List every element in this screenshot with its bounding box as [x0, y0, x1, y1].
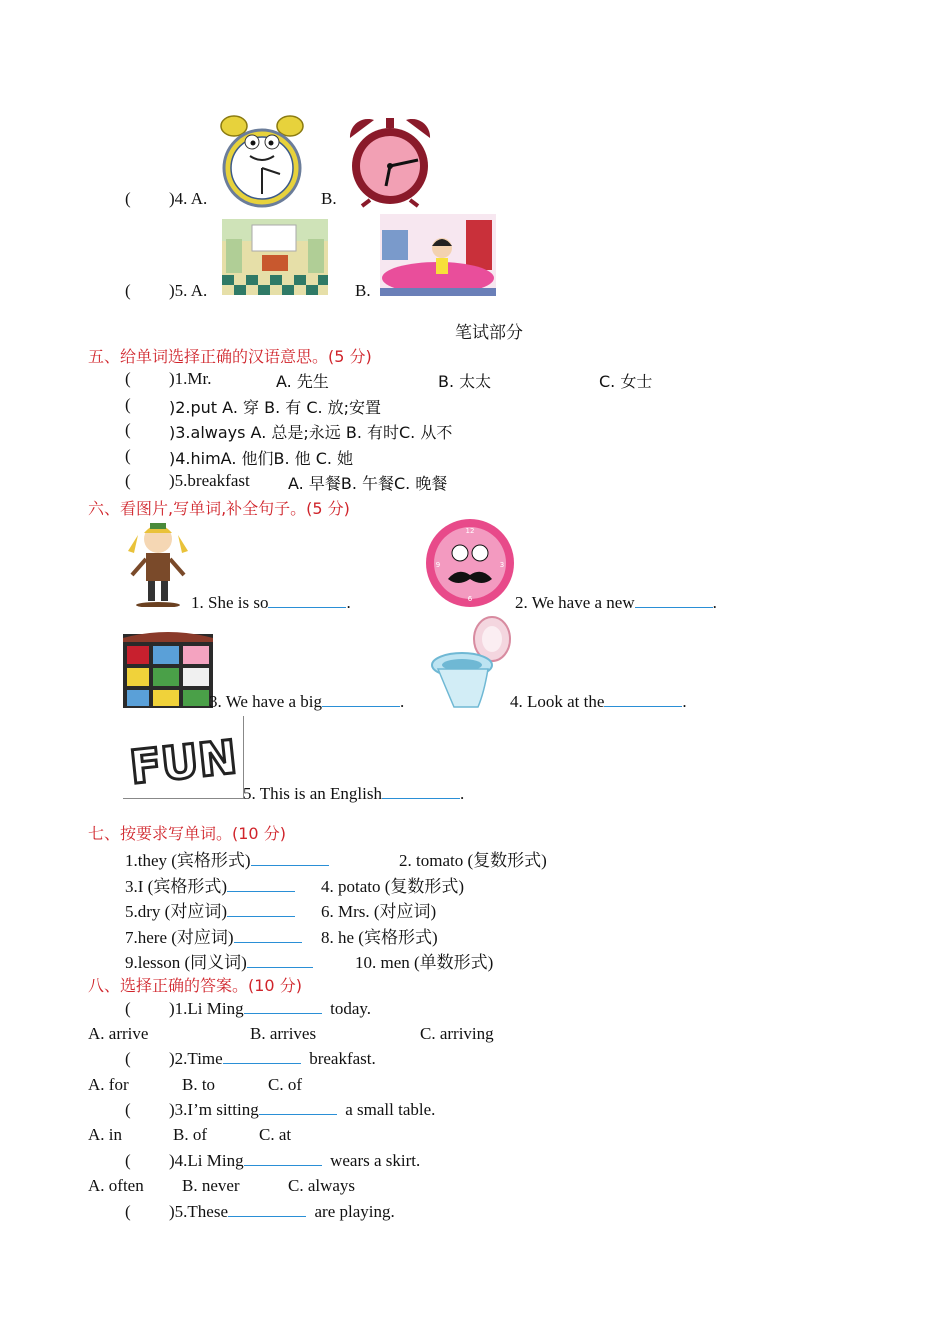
s8-q5-paren: ( [125, 1202, 131, 1221]
s7-item-8: 8. he (宾格形式) [321, 928, 438, 947]
s8-blank-5[interactable] [228, 1202, 306, 1217]
s7-item-2: 2. tomato (复数形式) [399, 851, 547, 870]
question-5-label: )5. A. [169, 281, 208, 300]
s6-sentence-5-end: . [460, 784, 465, 803]
s5-item-4: )4.himA. 他们B. 他 C. 她 [169, 449, 354, 468]
s8-q2-option-a: A. for [88, 1075, 129, 1094]
s8-q1-paren: ( [125, 999, 131, 1018]
s7-item-5-text: 5.dry (对应词) [125, 902, 227, 921]
s7-item-7 [125, 923, 302, 948]
section-5-heading: 五、给单词选择正确的汉语意思。(5 分) [88, 347, 372, 366]
s5-item-1-option-c: C. 女士 [599, 372, 653, 391]
s8-q2-option-c: C. of [268, 1075, 302, 1094]
s7-blank-7[interactable] [234, 928, 302, 943]
svg-text:12: 12 [465, 527, 475, 535]
s8-blank-2[interactable] [223, 1049, 301, 1064]
s6-blank-1[interactable] [268, 593, 346, 608]
room-image-a [222, 219, 328, 295]
s8-q5-post: are playing. [314, 1202, 395, 1221]
s7-item-3 [125, 872, 295, 897]
s8-q3-paren: ( [125, 1100, 131, 1119]
s7-item-6: 6. Mrs. (对应词) [321, 902, 437, 921]
room-image-b [380, 214, 496, 296]
s7-blank-1[interactable] [251, 851, 329, 866]
question-4-paren: ( [125, 189, 131, 208]
s6-blank-5[interactable] [382, 784, 460, 799]
s6-sentence-1 [191, 593, 351, 613]
s8-q4-paren: ( [125, 1151, 131, 1170]
clock-image-a [220, 112, 304, 208]
s8-q3-pre: )3.I’m sitting [169, 1100, 259, 1119]
fun-word: FUN [127, 729, 240, 795]
s8-q2-pre: )2.Time [169, 1049, 223, 1068]
section-7-heading: 七、按要求写单词。(10 分) [88, 824, 286, 843]
s8-q1-post: today. [330, 999, 372, 1018]
house-image [123, 630, 213, 708]
s7-item-9-text: 9.lesson (同义词) [125, 953, 247, 972]
s7-blank-3[interactable] [227, 877, 295, 892]
s8-q3-option-c: C. at [259, 1125, 292, 1144]
s8-q2-post: breakfast. [309, 1049, 376, 1068]
s5-item-1-option-b: B. 太太 [438, 372, 492, 391]
s8-q1-option-c: C. arriving [420, 1024, 494, 1043]
s6-sentence-1-text: 1. She is so [191, 593, 269, 612]
s6-sentence-2-text: 2. We have a new [515, 593, 635, 612]
s6-sentence-3-end: . [400, 692, 405, 711]
s7-blank-9[interactable] [247, 953, 313, 968]
s6-sentence-4-text: 4. Look at the [510, 692, 605, 711]
s7-item-5 [125, 897, 295, 922]
clock-image-b [346, 116, 434, 208]
s8-q4-option-a: A. often [88, 1176, 144, 1195]
s7-item-9 [125, 948, 313, 973]
s6-blank-2[interactable] [635, 593, 713, 608]
s6-sentence-5 [243, 784, 464, 804]
question-4-label: )4. A. [169, 189, 208, 208]
section-6-heading: 六、看图片,写单词,补全句子。(5 分) [88, 499, 350, 518]
s5-item-3-paren: ( [125, 420, 131, 439]
s5-item-1-option-a: A. 先生 [276, 372, 329, 391]
s7-blank-5[interactable] [227, 902, 295, 917]
s8-q2 [169, 1049, 376, 1069]
s5-item-5-options: A. 早餐B. 午餐C. 晚餐 [288, 474, 448, 493]
s8-blank-1[interactable] [244, 999, 322, 1014]
s8-q3-option-a: A. in [88, 1125, 122, 1144]
s8-q4-option-c: C. always [288, 1176, 356, 1195]
s7-item-4: 4. potato (复数形式) [321, 877, 465, 896]
s7-item-1-text: 1.they (宾格形式) [125, 851, 251, 870]
section-8-heading: 八、选择正确的答案。(10 分) [88, 976, 302, 995]
s8-q5 [169, 1202, 395, 1222]
s8-q4-post: wears a skirt. [330, 1151, 421, 1170]
s8-q1-pre: )1.Li Ming [169, 999, 244, 1018]
toilet-image [428, 615, 512, 709]
s8-q1-option-b: B. arrives [250, 1024, 317, 1043]
s6-sentence-2-end: . [712, 593, 717, 612]
question-5-paren: ( [125, 281, 131, 300]
s7-item-1 [125, 846, 329, 871]
s8-q4-pre: )4.Li Ming [169, 1151, 244, 1170]
svg-text:6: 6 [467, 595, 473, 603]
written-part-title: 笔试部分 [455, 323, 523, 343]
s8-q1 [169, 999, 371, 1019]
s5-item-3: )3.always A. 总是;永远 B. 有时C. 从不 [169, 423, 453, 442]
s6-sentence-5-text: 5. This is an English [243, 784, 382, 803]
s8-q4 [169, 1151, 420, 1171]
s8-q1-option-a: A. arrive [88, 1024, 149, 1043]
svg-text:3: 3 [499, 561, 505, 569]
s8-q2-option-b: B. to [182, 1075, 216, 1094]
svg-text:9: 9 [435, 561, 441, 569]
s6-sentence-1-end: . [346, 593, 351, 612]
s5-item-5-word: )5.breakfast [169, 471, 250, 490]
s8-q3-post: a small table. [345, 1100, 436, 1119]
s7-item-10: 10. men (单数形式) [355, 953, 494, 972]
s8-q3-option-b: B. of [173, 1125, 207, 1144]
s6-sentence-3 [209, 692, 404, 712]
s5-item-2-paren: ( [125, 395, 131, 414]
question-4-option-b: B. [321, 189, 337, 208]
s6-sentence-2 [515, 593, 717, 613]
s8-blank-4[interactable] [244, 1151, 322, 1166]
s5-item-2: )2.put A. 穿 B. 有 C. 放;安置 [169, 398, 382, 417]
s6-blank-4[interactable] [604, 692, 682, 707]
s6-sentence-4-end: . [682, 692, 687, 711]
s8-q3 [169, 1100, 435, 1120]
question-5-option-b: B. [355, 281, 371, 300]
girl-image [124, 517, 192, 607]
s8-q2-paren: ( [125, 1049, 131, 1068]
fun-image [123, 716, 244, 799]
s6-sentence-4 [510, 692, 687, 712]
s8-q4-option-b: B. never [182, 1176, 240, 1195]
s7-item-3-text: 3.I (宾格形式) [125, 877, 227, 896]
s6-sentence-3-text: 3. We have a big [209, 692, 323, 711]
s6-blank-3[interactable] [322, 692, 400, 707]
s8-q5-pre: )5.These [169, 1202, 229, 1221]
s5-item-1-word: )1.Mr. [169, 369, 212, 388]
s5-item-4-paren: ( [125, 446, 131, 465]
s5-item-1-paren: ( [125, 369, 131, 388]
s7-item-7-text: 7.here (对应词) [125, 928, 234, 947]
pink-clock-image [424, 517, 516, 609]
s5-item-5-paren: ( [125, 471, 131, 490]
s8-blank-3[interactable] [259, 1100, 337, 1115]
